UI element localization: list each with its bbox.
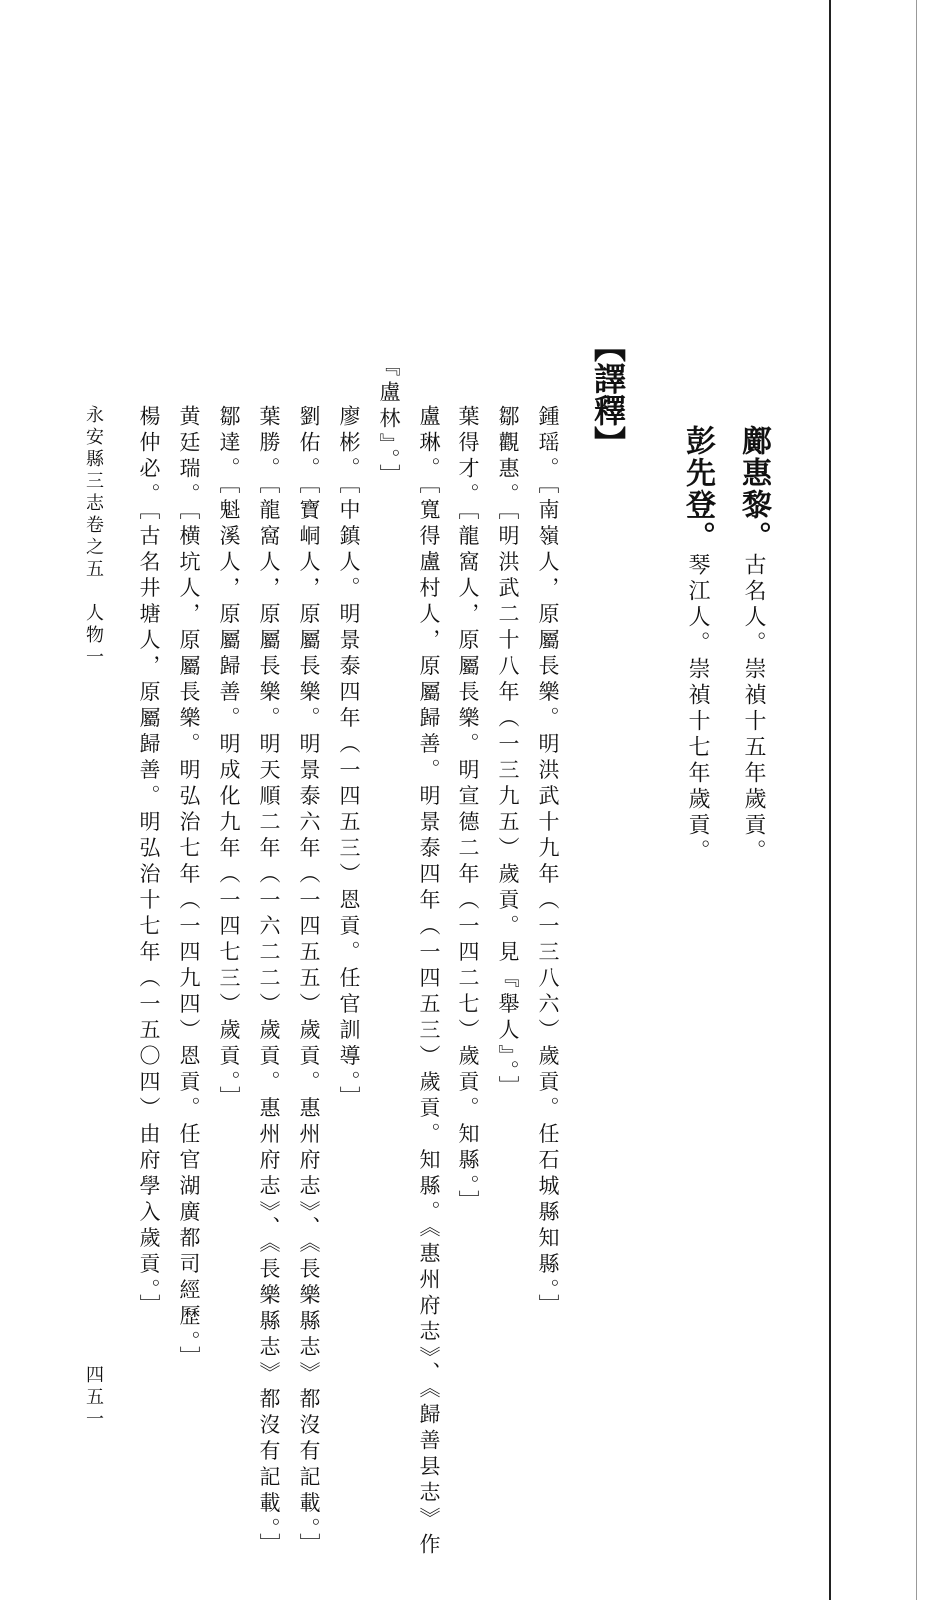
entry-2-desc: 琴江人。崇禎十七年歲貢。 bbox=[685, 553, 710, 865]
translation-col-7: 劉佑。［寶峒人，原屬長樂。明景泰六年（一四五五）歲貢。惠州府志》、《長樂縣志》都沒有記載。］ bbox=[297, 405, 321, 1559]
page-edge-line-outer bbox=[916, 0, 917, 1600]
translation-col-4: 盧琳。［寬得盧村人，原屬歸善。明景泰四年（一四五三）歲貢。知縣。《惠州府志》、《歸善县志》作 bbox=[417, 405, 441, 1559]
translation-col-8: 葉勝。［龍窩人，原屬長樂。明天順二年（一六二二）歲貢。惠州府志》、《長樂縣志》都沒有記載。］ bbox=[257, 405, 281, 1559]
entry-2 bbox=[680, 425, 715, 865]
translation-col-6: 廖彬。［中鎮人。明景泰四年（一四五三）恩貢。任官訓導。］ bbox=[337, 405, 361, 1112]
translation-col-9: 鄒達。［魁溪人，原屬歸善。明成化九年（一四七三）歲貢。］ bbox=[217, 405, 241, 1112]
translation-col-5: 『盧林』。］ bbox=[377, 355, 401, 490]
translation-heading: 【譯釋】 bbox=[589, 330, 627, 458]
entry-1 bbox=[736, 425, 771, 865]
translation-col-11: 楊仲必。［古名井塘人，原屬歸善。明弘治十七年（一五〇四）由府學入歲貢。］ bbox=[137, 405, 161, 1320]
page-number: 四五一 bbox=[83, 1365, 104, 1431]
book-title: 永安縣三志卷之五 人物一 bbox=[83, 405, 104, 669]
page-edge-line bbox=[829, 0, 831, 1600]
entry-2-name: 彭先登。 bbox=[680, 425, 715, 553]
entry-1-name: 鄺惠黎。 bbox=[736, 425, 771, 553]
translation-col-2: 鄒觀惠。［明洪武二十八年（一三九五）歲貢。見『舉人』。］ bbox=[496, 405, 520, 1102]
entry-1-desc: 古名人。崇禎十五年歲貢。 bbox=[741, 553, 766, 865]
translation-col-1: 鍾瑶。［南嶺人，原屬長樂。明洪武十九年（一三八六）歲貢。任石城縣知縣。］ bbox=[536, 405, 560, 1320]
translation-col-3: 葉得才。［龍窩人，原屬長樂。明宣德二年（一四二七）歲貢。知縣。］ bbox=[456, 405, 480, 1216]
translation-col-10: 黄廷瑞。［横坑人，原屬長樂。明弘治七年（一四九四）恩貢。任官湖廣都司經歷。］ bbox=[177, 405, 201, 1372]
